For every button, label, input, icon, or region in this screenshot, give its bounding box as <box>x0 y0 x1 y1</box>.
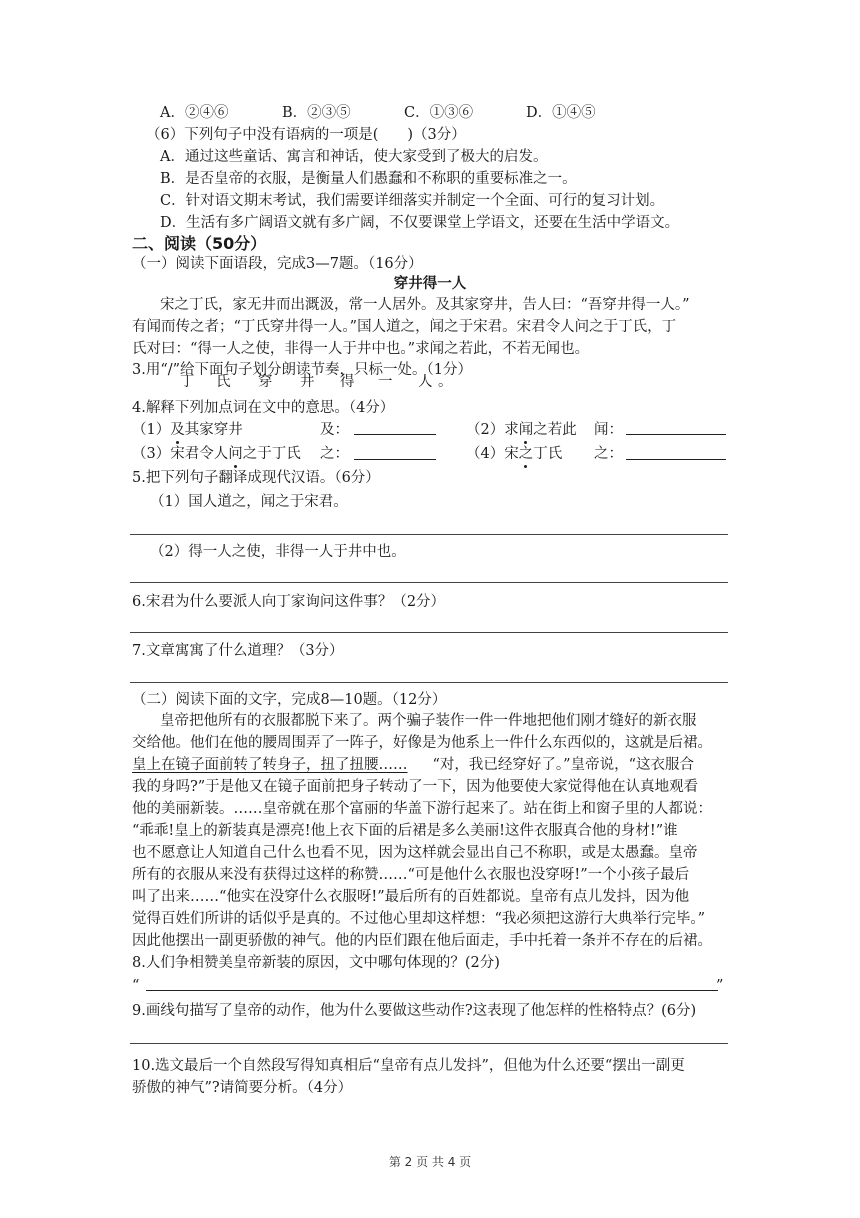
q8-close-quote: ” <box>716 978 724 994</box>
passage2-line: 我的身吗?”于是他又在镜子面前把身子转动了一下，因为他要使大家觉得他在认真地观看 <box>132 779 699 795</box>
passage2-line: 他的美丽新装。……皇帝就在那个富丽的华盖下游行起来了。站在街上和窗子里的人都说： <box>132 801 712 817</box>
passage2-line: “对，我已经穿好了。”皇帝说，“这衣服合 <box>418 757 694 773</box>
q5-question: 5.把下列句子翻译成现代汉语。（6分） <box>132 470 380 486</box>
passage2-line: 觉得百姓们所讲的话似乎是真的。不过他心里却这样想：“我必须把这游行大典举行完毕。” <box>132 911 706 927</box>
q6-option-d: D．生活有多广阔语文就有多广阔，不仅要课堂上学语文，还要在生活中学语文。 <box>160 215 680 231</box>
q4-dotted-word: 问 <box>228 446 243 462</box>
q4-label-2: 闻： <box>594 422 623 438</box>
q4-label-4: 之： <box>594 446 623 462</box>
q9-question: 9.画线句描写了皇帝的动作，他为什么要做这些动作?这表现了他怎样的性格特点？(6分) <box>132 1003 697 1019</box>
q4-item-3: （3）宋君令人问之于丁氏 <box>132 446 301 462</box>
q3-char: 丁 <box>180 374 195 390</box>
q4-answer-blank-3[interactable] <box>354 459 436 460</box>
answer-line[interactable] <box>130 582 728 583</box>
q3-char: 得 <box>340 374 355 390</box>
answer-line[interactable] <box>130 682 728 683</box>
q8-open-quote: “ <box>132 978 140 994</box>
part2-intro: （二）阅读下面的文字，完成8—10题。（12分） <box>132 692 447 708</box>
q4-answer-blank-4[interactable] <box>626 459 726 460</box>
passage2-line: 因此他摆出一副更骄傲的神气。他的内臣们跟在他后面走，手中托着一条并不存在的后裙。 <box>132 933 712 949</box>
q10-question-line: 10.选文最后一个自然段写得知真相后“皇帝有点儿发抖”，但他为什么还要“摆出一副更 <box>132 1058 685 1074</box>
answer-line[interactable] <box>130 534 728 535</box>
q5-option-d: D．①④⑤ <box>526 105 596 121</box>
q4-label-3: 之： <box>320 446 349 462</box>
passage1-line: 宋之丁氏，家无井而出溉汲，常一人居外。及其家穿井，告人曰：“吾穿井得一人。” <box>160 297 690 313</box>
q6-stem: （6）下列句子中没有语病的一项是( )（3分） <box>146 127 466 143</box>
q6-option-b: B．是否皇帝的衣服，是衡量人们愚蠢和不称职的重要标准之一。 <box>160 171 577 187</box>
answer-line[interactable] <box>130 1043 728 1044</box>
q3-char: 人 <box>418 374 433 390</box>
passage2-line: 也不愿意让人知道自己什么也看不见，因为这样就会显出自己不称职，或是太愚蠢。皇帝 <box>132 845 698 861</box>
passage2-line: 皇帝把他所有的衣服都脱下来了。两个骗子装作一件一件地把他们刚才缝好的新衣服 <box>160 713 697 729</box>
page-footer: 第 2 页 共 4 页 <box>388 1155 472 1169</box>
q10-question-line: 骄傲的神气”?请简要分析。（4分） <box>132 1080 353 1096</box>
q4-dotted-word: 及 <box>170 422 185 438</box>
passage1-title: 穿井得一人 <box>393 276 467 292</box>
q8-answer-blank[interactable] <box>146 990 718 991</box>
q4-question: 4.解释下列加点词在文中的意思。（4分） <box>132 400 395 416</box>
passage2-line: 所有的衣服从来没有获得过这样的称赞……“可是他什么衣服也没穿呀!”一个小孩子最后 <box>132 867 690 883</box>
q4-answer-blank-2[interactable] <box>626 434 726 435</box>
q4-answer-blank-1[interactable] <box>354 434 436 435</box>
q5-option-b: B．②③⑤ <box>282 105 351 121</box>
q5-sentence-2: （2）得一人之使，非得一人于井中也。 <box>150 544 406 560</box>
q3-char: 一 <box>378 374 393 390</box>
underlined-sentence: 皇上在镜子面前转了转身子，扭了扭腰…… <box>132 757 408 773</box>
q5-option-a: A．②④⑥ <box>160 105 229 121</box>
q3-char: 井 <box>300 374 315 390</box>
q3-char: 氏 <box>216 374 231 390</box>
passage1-line: 有闻而传之者；“丁氏穿井得一人。”国人道之，闻之于宋君。宋君令人问之于丁氏，丁 <box>132 319 677 335</box>
q4-item-4: （4）宋之丁氏 <box>466 446 563 462</box>
q6-option-a: A．通过这些童话、寓言和神话，使大家受到了极大的启发。 <box>160 149 548 165</box>
passage1-line: 氏对曰：“得一人之使，非得一人于井中也。”求闻之若此，不若无闻也。 <box>132 341 590 357</box>
passage2-line: 交给他。他们在他的腰周围弄了一阵子，好像是为他系上一件什么东西似的，这就是后裙。 <box>132 735 712 751</box>
q8-question: 8.人们争相赞美皇帝新装的原因，文中哪句体现的？(2分) <box>132 955 500 971</box>
q3-char: 穿 <box>258 374 273 390</box>
part1-intro: （一）阅读下面语段，完成3—7题。（16分） <box>132 256 423 272</box>
q3-char: 。 <box>438 374 453 390</box>
q5-sentence-1: （1）国人道之，闻之于宋君。 <box>150 494 348 510</box>
q4-label-1: 及： <box>320 422 349 438</box>
q3-sentence <box>180 372 480 394</box>
q5-option-c: C．①③⑥ <box>404 105 474 121</box>
passage2-line: 叫了出来……“他实在没穿什么衣服呀!”最后所有的百姓都说。皇帝有点儿发抖，因为他 <box>132 889 690 905</box>
section-heading-reading: 二、阅读（50分） <box>132 234 267 253</box>
q4-item-1: （1）及其家穿井 <box>132 422 243 438</box>
passage2-line: “乖乖!皇上的新装真是漂亮!他上衣下面的后裙是多么美丽!这件衣服真合他的身材!”谁 <box>132 823 678 839</box>
q6-reading-question: 6.宋君为什么要派人向丁家询问这件事？（2分） <box>132 594 446 610</box>
q4-dotted-word: 之 <box>518 446 534 462</box>
q4-item-2: （2）求闻之若此 <box>466 422 577 438</box>
q4-dotted-word: 闻 <box>518 422 534 438</box>
q3-question: 3.用“/”给下面句子划分朗读节奏，只标一处。（1分） <box>132 362 473 378</box>
q6-option-c: C．针对语文期末考试，我们需要详细落实并制定一个全面、可行的复习计划。 <box>160 193 665 209</box>
q7-question: 7.文章寓寓了什么道理？（3分） <box>132 643 344 659</box>
answer-line[interactable] <box>130 632 728 633</box>
